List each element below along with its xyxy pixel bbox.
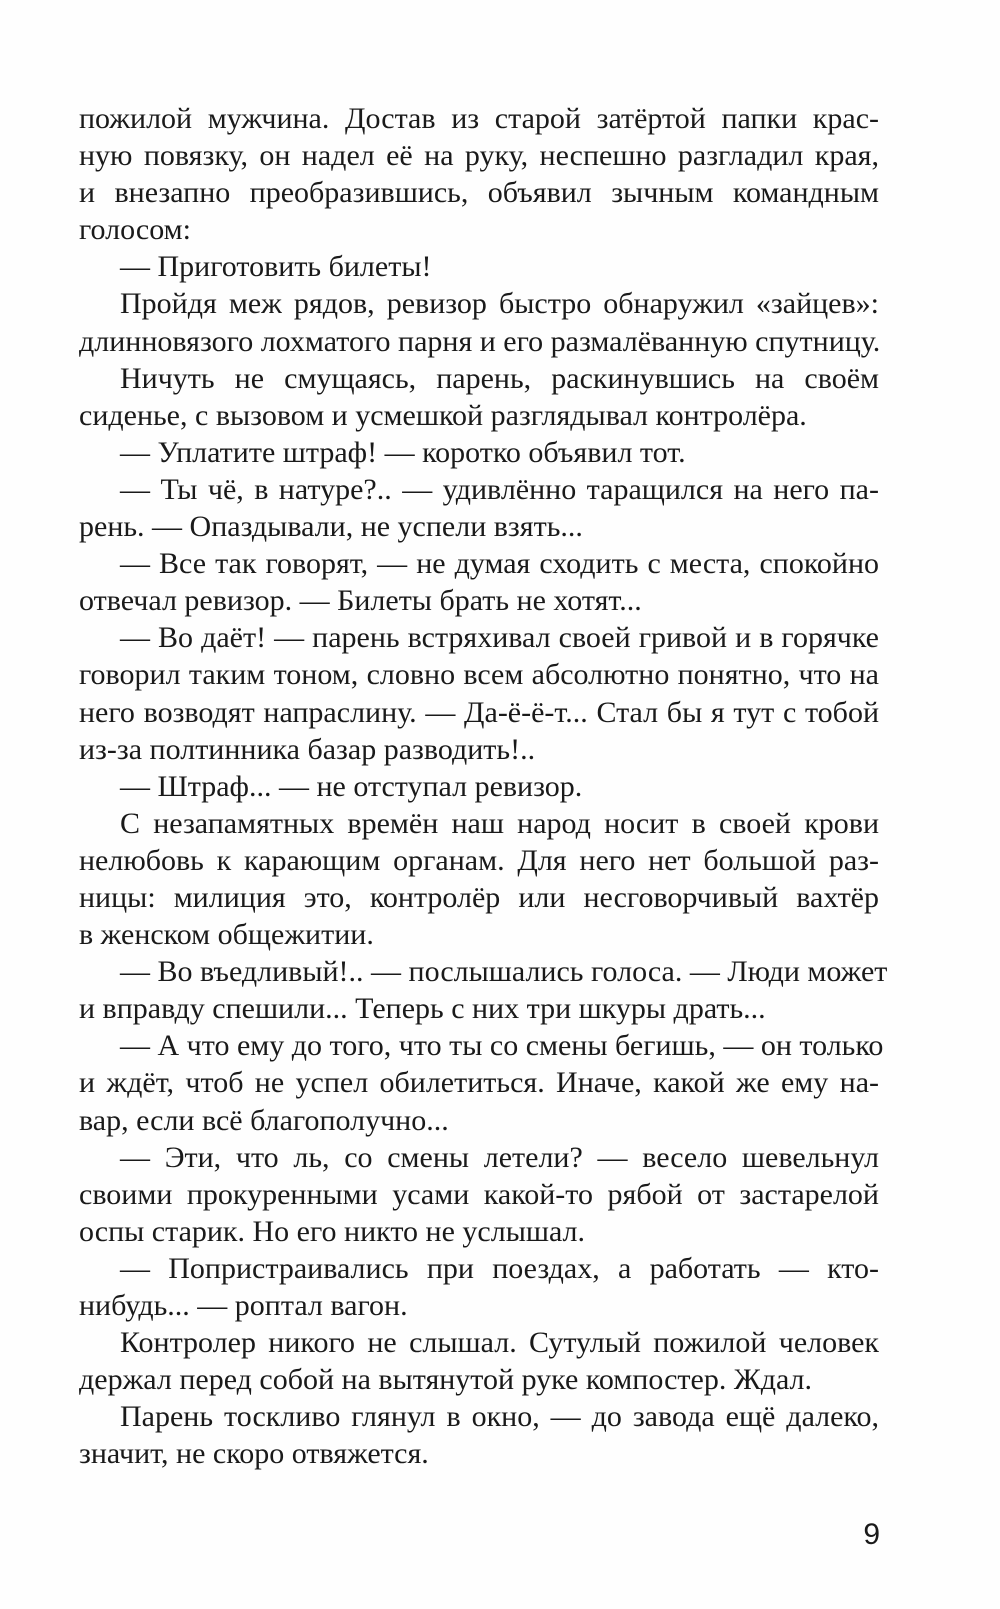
text-line: Ничуть не смущаясь, парень, раскинувшись на своём [120, 361, 879, 395]
text-line: — Попристраивались при поездах, а работать — кто- [120, 1251, 879, 1285]
text-line: — Штраф... — не отступал ревизор. [120, 769, 583, 803]
text-line: нелюбовь к карающим органам. Для него нет большой раз- [79, 843, 879, 877]
text-line: — Во въедливый!.. — послышались голоса. — Люди может [120, 955, 888, 989]
text-line: пожилой мужчина. Достав из старой затёртой папки крас- [79, 102, 879, 135]
text-line: ницы: милиция это, контролёр или несговорчивый вахтёр [79, 880, 879, 914]
text-line: отвечал ревизор. — Билеты брать не хотят... [79, 584, 642, 618]
text-line: в женском общежитии. [79, 918, 374, 952]
text-line: Контролер никого не слышал. Сутулый пожилой человек [120, 1326, 879, 1360]
text-line: и ждёт, чтоб не успел обилетиться. Иначе, какой же ему на- [79, 1066, 879, 1100]
text-line: и вправду спешили... Теперь с них три шкуры драть... [79, 992, 766, 1026]
text-line: ную повязку, он надел её на руку, неспешно разгладил края, [79, 139, 879, 173]
text-line: Парень тоскливо глянул в окно, — до завода ещё далеко, [120, 1400, 879, 1434]
text-line: значит, не скоро отвяжется. [79, 1437, 429, 1471]
text-line: вар, если всё благополучно... [79, 1103, 449, 1137]
text-line: сиденье, с вызовом и усмешкой разглядывал контролёра. [79, 398, 807, 432]
text-line: и внезапно преобразившись, объявил зычным командным [79, 176, 879, 210]
text-line: него возводят напраслину. — Да-ё-ё-т... Стал бы я тут с тобой [79, 695, 879, 729]
text-line: нибудь... — роптал вагон. [79, 1289, 408, 1322]
text-line: своими прокуренными усами какой-то рябой от застарелой [79, 1177, 879, 1211]
text-line: голосом: [79, 213, 191, 247]
page-number: 9 [863, 1518, 880, 1551]
text-line: рень. — Опаздывали, не успели взять... [79, 510, 583, 544]
text-line: длинновязого лохматого парня и его размалёванную спутницу. [79, 324, 881, 358]
text-line: — Все так говорят, — не думая сходить с места, спокойно [120, 547, 879, 581]
text-line: — Уплатите штраф! — коротко объявил тот. [120, 435, 686, 469]
text-line: — А что ему до того, что ты со смены бегишь, — он только [120, 1029, 884, 1063]
text-line: из-за полтинника базар разводить!.. [79, 732, 536, 766]
text-line: держал перед собой на вытянутой руке компостер. Ждал. [79, 1363, 813, 1397]
text-line: — Ты чё, в натуре?.. — удивлённо таращился на него па- [120, 472, 879, 506]
body-text [79, 100, 888, 1472]
text-line: — Приготовить билеты! [120, 250, 432, 284]
text-line: С незапамятных времён наш народ носит в своей крови [120, 806, 879, 840]
text-line: — Эти, что ль, со смены летели? — весело шевельнул [120, 1140, 879, 1174]
text-line: говорил таким тоном, словно всем абсолютно понятно, что на [79, 658, 879, 692]
text-line: оспы старик. Но его никто не услышал. [79, 1214, 586, 1248]
text-line: Пройдя меж рядов, ревизор быстро обнаружил «зайцев»: [120, 287, 879, 321]
text-line: — Во даёт! — парень встряхивал своей гривой и в горячке [120, 621, 879, 655]
